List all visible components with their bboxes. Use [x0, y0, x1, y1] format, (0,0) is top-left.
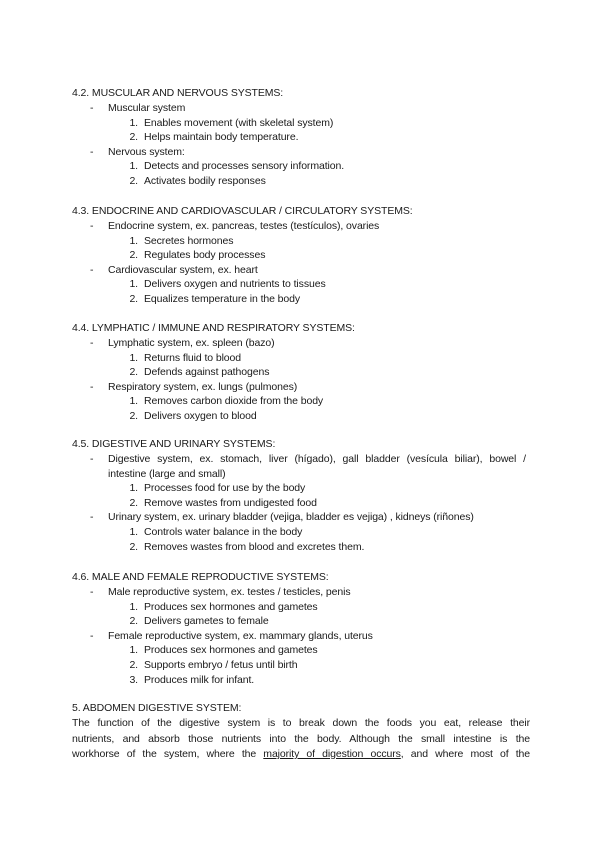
section-4-4: [72, 321, 532, 424]
item-number: 1.: [129, 278, 138, 291]
item-number: 1.: [129, 160, 138, 173]
bullet-dash: -: [90, 102, 94, 114]
item-text: Defends against pathogens: [144, 366, 270, 379]
item-text: Regulates body processes: [144, 249, 266, 262]
item-text: Remove wastes from undigested food: [144, 496, 317, 509]
sub-item: [72, 540, 532, 555]
item-number: 2.: [129, 249, 138, 262]
section-4-5: [72, 437, 532, 554]
system-name-continuation: intestine (large and small): [108, 467, 226, 480]
section-heading: 4.3. ENDOCRINE AND CARDIOVASCULAR / CIRCULATORY SYSTEMS:: [72, 205, 413, 217]
item-text: Produces milk for infant.: [144, 673, 255, 686]
item-text: Detects and processes sensory information.: [144, 160, 345, 173]
system-name: Female reproductive system, ex. mammary glands, uterus: [108, 629, 373, 642]
paragraph-text: , and where most of the: [400, 748, 530, 760]
sub-item: [72, 174, 532, 189]
item-number: 2.: [129, 658, 138, 671]
sub-item: [72, 614, 532, 629]
item-text: Produces sex hormones and gametes: [144, 644, 318, 657]
item-text: Removes wastes from blood and excretes them.: [144, 540, 365, 553]
list-item: [72, 101, 532, 116]
item-text: Processes food for use by the body: [144, 482, 306, 495]
section-heading: 4.5. DIGESTIVE AND URINARY SYSTEMS:: [72, 438, 276, 450]
bullet-dash: -: [90, 263, 94, 276]
sub-item: [72, 248, 532, 263]
section-heading: 4.2. MUSCULAR AND NERVOUS SYSTEMS:: [72, 87, 284, 99]
item-text: Secretes hormones: [144, 234, 234, 247]
system-name: Male reproductive system, ex. testes / testicles, penis: [108, 586, 351, 598]
sub-item: [72, 600, 532, 615]
list-item: [72, 145, 532, 160]
section-5: [72, 701, 530, 763]
bullet-dash: -: [90, 337, 94, 349]
list-item: [72, 263, 532, 278]
item-number: 2.: [129, 174, 138, 187]
bullet-dash: -: [90, 586, 94, 598]
section-4-2: [72, 86, 532, 189]
sub-item: [72, 673, 532, 688]
system-name: Cardiovascular system, ex. heart: [108, 263, 258, 276]
item-text: Removes carbon dioxide from the body: [144, 395, 324, 408]
section-heading: 4.4. LYMPHATIC / IMMUNE AND RESPIRATORY SYSTEMS:: [72, 322, 355, 334]
list-item: [72, 219, 532, 234]
item-number: 1.: [129, 351, 138, 364]
item-number: 2.: [129, 292, 138, 305]
list-item-continuation: [72, 467, 532, 482]
item-number: 1.: [129, 482, 138, 495]
item-number: 1.: [129, 116, 138, 129]
item-number: 1.: [129, 234, 138, 247]
bullet-dash: -: [90, 511, 94, 524]
section-4-6: [72, 570, 532, 687]
item-number: 2.: [129, 409, 138, 422]
item-text: Helps maintain body temperature.: [144, 131, 299, 144]
item-text: Delivers oxygen and nutrients to tissues: [144, 278, 326, 291]
bullet-dash: -: [90, 453, 94, 465]
item-number: 2.: [129, 540, 138, 553]
list-item: [72, 380, 532, 395]
list-item: [72, 510, 532, 525]
system-name: Respiratory system, ex. lungs (pulmones): [108, 380, 298, 393]
list-item: [72, 585, 532, 600]
paragraph-line: [72, 747, 530, 763]
paragraph-line: nutrients, and absorb those nutrients into the body. Although the small intestine is the: [72, 732, 530, 745]
item-number: 2.: [129, 366, 138, 379]
sub-item: [72, 277, 532, 292]
item-text: Delivers oxygen to blood: [144, 409, 257, 422]
underlined-text: majority of digestion occurs: [263, 748, 401, 760]
sub-item: [72, 658, 532, 673]
item-text: Equalizes temperature in the body: [144, 292, 301, 305]
item-number: 1.: [129, 644, 138, 657]
section-4-3: [72, 204, 532, 307]
sub-item: [72, 351, 532, 366]
item-number: 1.: [129, 525, 138, 538]
bullet-dash: -: [90, 629, 94, 642]
sub-item: [72, 496, 532, 511]
sub-item: [72, 116, 532, 131]
sub-item: [72, 292, 532, 307]
sub-item: [72, 409, 532, 424]
bullet-dash: -: [90, 220, 94, 232]
system-name: Urinary system, ex. urinary bladder (vejiga, bladder es vejiga) , kidneys (riñones): [108, 511, 474, 524]
paragraph-text: workhorse of the system, where the: [72, 748, 264, 760]
sub-item: [72, 643, 532, 658]
item-number: 2.: [129, 496, 138, 509]
item-text: Produces sex hormones and gametes: [144, 600, 318, 613]
system-name: Muscular system: [108, 102, 186, 114]
item-number: 3.: [129, 673, 138, 686]
sub-item: [72, 394, 532, 409]
item-text: Delivers gametes to female: [144, 615, 269, 628]
sub-item: [72, 234, 532, 249]
list-item: [72, 629, 532, 644]
item-number: 1.: [129, 395, 138, 408]
bullet-dash: -: [90, 380, 94, 393]
sub-item: [72, 365, 532, 380]
item-text: Enables movement (with skeletal system): [144, 116, 334, 129]
section-heading: 4.6. MALE AND FEMALE REPRODUCTIVE SYSTEMS:: [72, 571, 329, 583]
item-text: Controls water balance in the body: [144, 525, 303, 538]
item-text: Supports embryo / fetus until birth: [144, 658, 298, 671]
item-number: 1.: [129, 600, 138, 613]
item-number: 2.: [129, 131, 138, 144]
system-name: Lymphatic system, ex. spleen (bazo): [108, 337, 275, 349]
item-number: 2.: [129, 615, 138, 628]
list-item: [72, 452, 532, 467]
sub-item: [72, 481, 532, 496]
system-name: Digestive system, ex. stomach, liver (hígado), gall bladder (vesícula biliar), bowel /: [108, 453, 526, 465]
system-name: Nervous system:: [108, 145, 185, 158]
paragraph-line: The function of the digestive system is to break down the foods you eat, release their: [72, 717, 530, 729]
list-item: [72, 336, 532, 351]
bullet-dash: -: [90, 145, 94, 158]
section-heading: 5. ABDOMEN DIGESTIVE SYSTEM:: [72, 702, 242, 714]
sub-item: [72, 159, 532, 174]
item-text: Activates bodily responses: [144, 174, 266, 187]
sub-item: [72, 130, 532, 145]
item-text: Returns fluid to blood: [144, 351, 242, 364]
system-name: Endocrine system, ex. pancreas, testes (testículos), ovaries: [108, 220, 380, 232]
sub-item: [72, 525, 532, 540]
